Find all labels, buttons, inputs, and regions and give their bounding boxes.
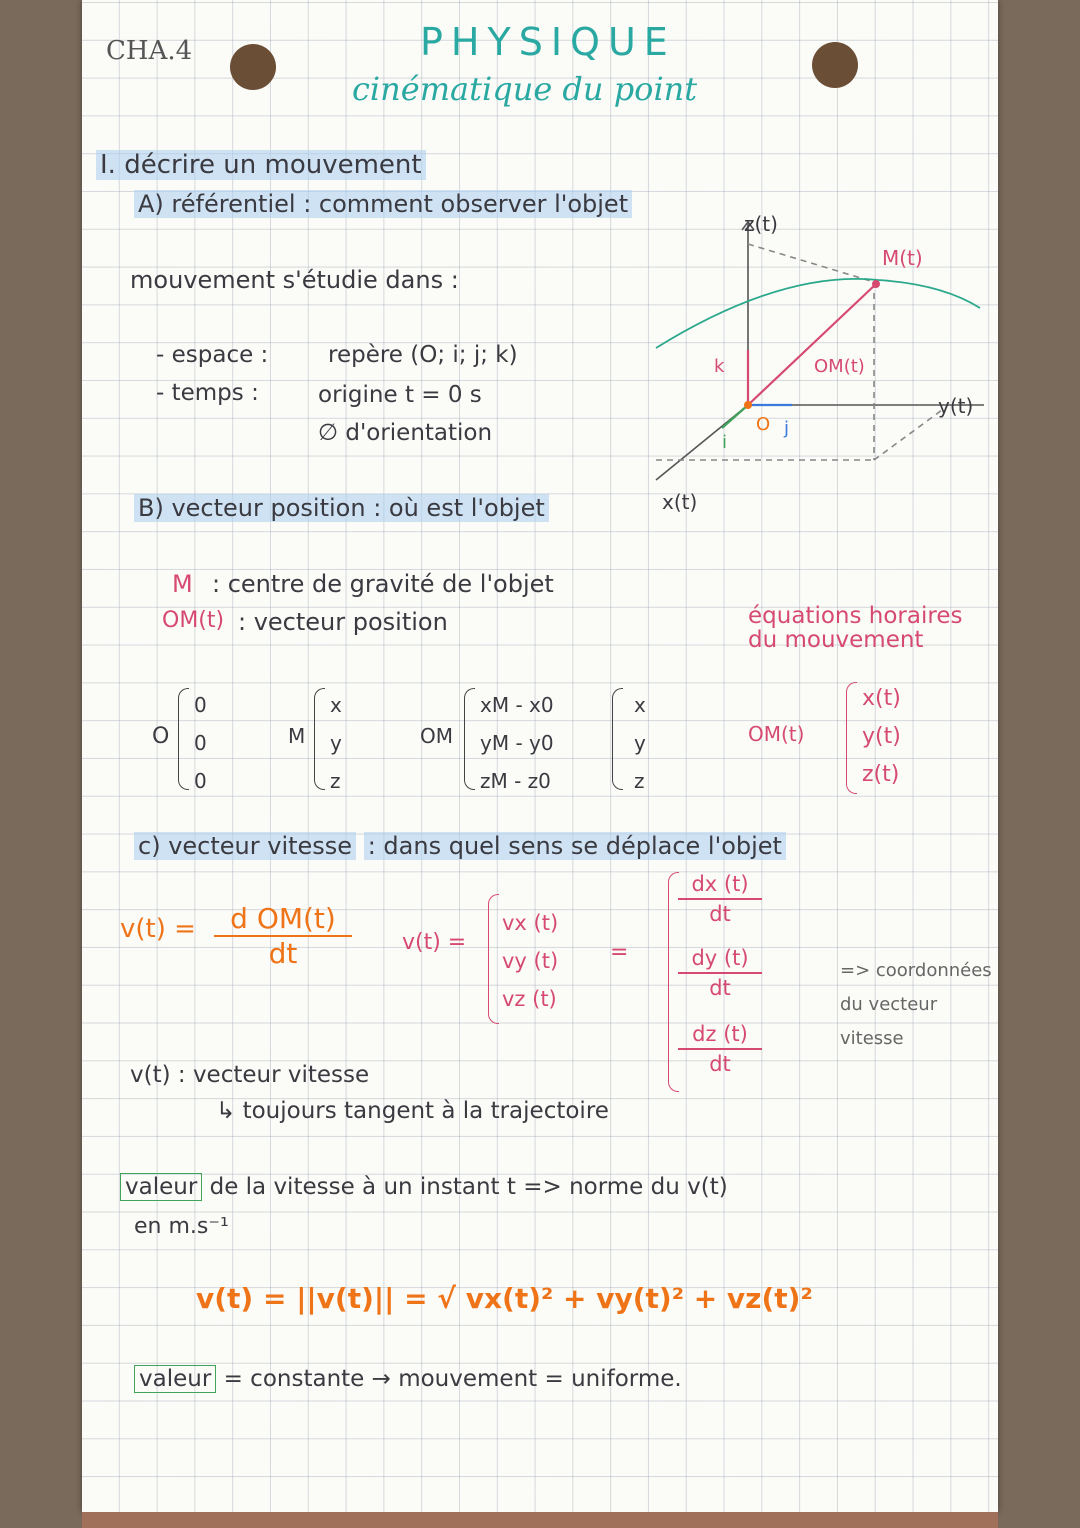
equations-title: équations horaires du mouvement: [748, 603, 963, 653]
projection-y: [874, 410, 942, 460]
om-coords: xM - x0 yM - y0 zM - z0: [480, 693, 554, 793]
uniform-motion-line: valeur = constante → mouvement = uniforme.: [134, 1366, 682, 1392]
chapter-label: CHA.4: [106, 36, 193, 66]
om-vector-label: OM(t): [814, 356, 865, 377]
om-coords-label: OM: [420, 724, 453, 748]
speed-unit: en m.s⁻¹: [134, 1214, 229, 1239]
velocity-components: vx (t) vy (t) vz (t): [502, 911, 559, 1011]
m-definition: : centre de gravité de l'objet: [212, 570, 554, 598]
point-m-label: M(t): [882, 246, 923, 270]
i-vector: [722, 405, 748, 428]
derivative-y: $\frac{dy (t)}{dt}$: [678, 944, 762, 1002]
part-a-heading: A) référentiel : comment observer l'objet: [134, 190, 632, 218]
coordinates-note: => coordonnées du vecteur vitesse: [840, 960, 992, 1049]
velocity-comp-lhs: v(t) =: [402, 930, 467, 955]
norm-formula: v(t) = ||v(t)|| = √ vx(t)² + vy(t)² + vz(t)²: [196, 1282, 813, 1315]
binder-hole-left: [230, 44, 276, 90]
origin-o-label: O: [152, 724, 170, 749]
projection-z: [748, 244, 874, 282]
temps-label: - temps :: [156, 380, 259, 406]
point-m-brace: [314, 688, 325, 790]
equations-coords: x(t) y(t) z(t): [862, 686, 901, 787]
origin-label: O: [756, 414, 771, 435]
notebook-page: [82, 0, 998, 1512]
velocity-def-lhs: v(t) =: [120, 914, 196, 944]
origin-coords: 0 0 0: [194, 693, 207, 793]
derivative-z: $\frac{dz (t)}{dt}$: [678, 1020, 762, 1078]
om-brace: [464, 688, 475, 790]
point-m-coords: x y z: [330, 693, 342, 793]
i-label: i: [722, 432, 728, 453]
page-title: PHYSIQUE: [420, 20, 676, 64]
x-axis-label: x(t): [662, 490, 698, 514]
velocity-equals: =: [610, 940, 629, 965]
origin-point: [744, 401, 752, 409]
derivative-x: $\frac{dx (t)}{dt}$: [678, 870, 762, 928]
velocity-def-fraction: $\frac{\text{d OM(t)}}{dt}$: [214, 902, 352, 970]
j-label: j: [784, 418, 790, 439]
z-axis-label: z(t): [744, 212, 778, 236]
speed-value-line: valeur de la vitesse à un instant t => norme du v(t): [120, 1174, 728, 1200]
equations-om-label: OM(t): [748, 722, 805, 746]
velocity-vector-def: v(t) : vecteur vitesse: [130, 1062, 370, 1088]
point-m: [872, 280, 880, 288]
om-symbol: OM(t): [162, 608, 225, 633]
desk-edge: [82, 1512, 998, 1528]
temps-origin: origine t = 0 s: [318, 382, 482, 408]
m-symbol: M: [172, 570, 193, 598]
tangent-note: ↳ toujours tangent à la trajectoire: [216, 1098, 609, 1124]
point-m-coords-label: M: [288, 724, 306, 748]
part-c-heading: c) vecteur vitesse : dans quel sens se déplace l'objet: [134, 832, 786, 860]
k-label: k: [714, 356, 725, 377]
espace-label: - espace :: [156, 342, 269, 368]
espace-value: repère (O; i; j; k): [328, 342, 518, 368]
temps-orientation: ∅ d'orientation: [318, 420, 493, 446]
y-axis-label: y(t): [938, 394, 974, 418]
page-subtitle: cinématique du point: [352, 70, 698, 108]
om-definition: : vecteur position: [238, 608, 448, 636]
equations-brace: [846, 682, 857, 794]
om-result-coords: x y z: [634, 693, 646, 793]
origin-brace: [178, 688, 189, 790]
part-b-heading: B) vecteur position : où est l'objet: [134, 494, 549, 522]
binder-hole-right: [812, 42, 858, 88]
section-heading: I. décrire un mouvement: [96, 150, 426, 180]
om-vector: [748, 284, 876, 405]
om-result-brace: [612, 688, 623, 790]
study-intro: mouvement s'étudie dans :: [130, 266, 459, 294]
velocity-brace: [488, 894, 499, 1024]
